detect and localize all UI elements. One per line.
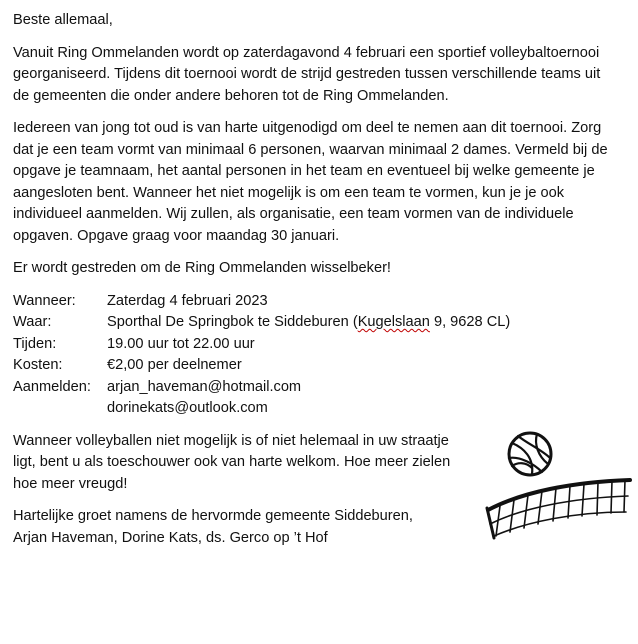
- detail-row-times: [13, 334, 618, 356]
- greeting: Beste allemaal,: [13, 12, 113, 28]
- where-value: [107, 312, 618, 334]
- detail-row-signup-2: [13, 398, 618, 420]
- detail-row-when: [13, 291, 618, 313]
- detail-row-costs: [13, 355, 618, 377]
- invitation-paragraph: Iedereen van jong tot oud is van harte uitgenodigd om deel te nemen aan dit toernooi. Zorg dat je een team vormt van minimaal 6 personen, waarvan minimaal 2 dames. Vermeld bij de opgave je teamnaam, het aantal personen in het team en eventueel bij welke gemeente je aangesloten bent. Wanneer het niet mogelijk is om een team te vormen, kun je je ook individueel aanmelden. Wij zullen, als organisatie, een team vormen van de individuele opgaven. Opgave graag voor maandag 30 januari.: [13, 120, 608, 244]
- when-value: Zaterdag 4 februari 2023: [107, 292, 268, 309]
- signup-label: Aanmelden:: [13, 378, 91, 395]
- net-icon: [487, 480, 630, 538]
- detail-row-where: [13, 312, 618, 334]
- detail-row-signup: [13, 377, 618, 399]
- signup-email-1: arjan_haveman@hotmail.com: [107, 378, 302, 395]
- signup-email-2: dorinekats@outlook.com: [107, 400, 268, 416]
- intro-paragraph: Vanuit Ring Ommelanden wordt op zaterdagavond 4 februari een sportief volleybaltoernooi georganiseerd. Tijdens dit toernooi wordt de strijd gestreden tussen verschillende teams uit de gemeenten die onder andere behoren tot de Ring Ommelanden.: [13, 44, 601, 104]
- where-venue: Sporthal De Springbok te Siddeburen (: [107, 314, 358, 330]
- volleyball-net-icon: [482, 428, 632, 546]
- signatories: Arjan Haveman, Dorine Kats, ds. Gerco op ’t Hof: [13, 529, 328, 546]
- event-details: [13, 291, 618, 420]
- costs-label: Kosten:: [13, 357, 63, 373]
- spectator-paragraph: Wanneer volleyballen niet mogelijk is of niet helemaal in uw straatje ligt, bent u als toeschouwer ook van harte welkom. Hoe meer zielen hoe meer vreugd!: [13, 432, 451, 492]
- when-label: Wanneer:: [13, 292, 76, 309]
- times-label: Tijden:: [13, 335, 57, 352]
- volleyball-icon: [509, 433, 551, 475]
- where-label: Waar:: [13, 314, 52, 330]
- where-street-misspelled: Kugelslaan: [357, 314, 430, 330]
- costs-value: €2,00 per deelnemer: [107, 357, 242, 373]
- closing-greeting: Hartelijke groet namens de hervormde gemeente Siddeburen,: [13, 508, 413, 524]
- where-postcode: 9, 9628 CL): [429, 314, 511, 330]
- closing-block: [13, 506, 463, 549]
- times-value: 19.00 uur tot 22.00 uur: [107, 335, 255, 352]
- trophy-paragraph: Er wordt gestreden om de Ring Ommelanden wisselbeker!: [13, 260, 391, 276]
